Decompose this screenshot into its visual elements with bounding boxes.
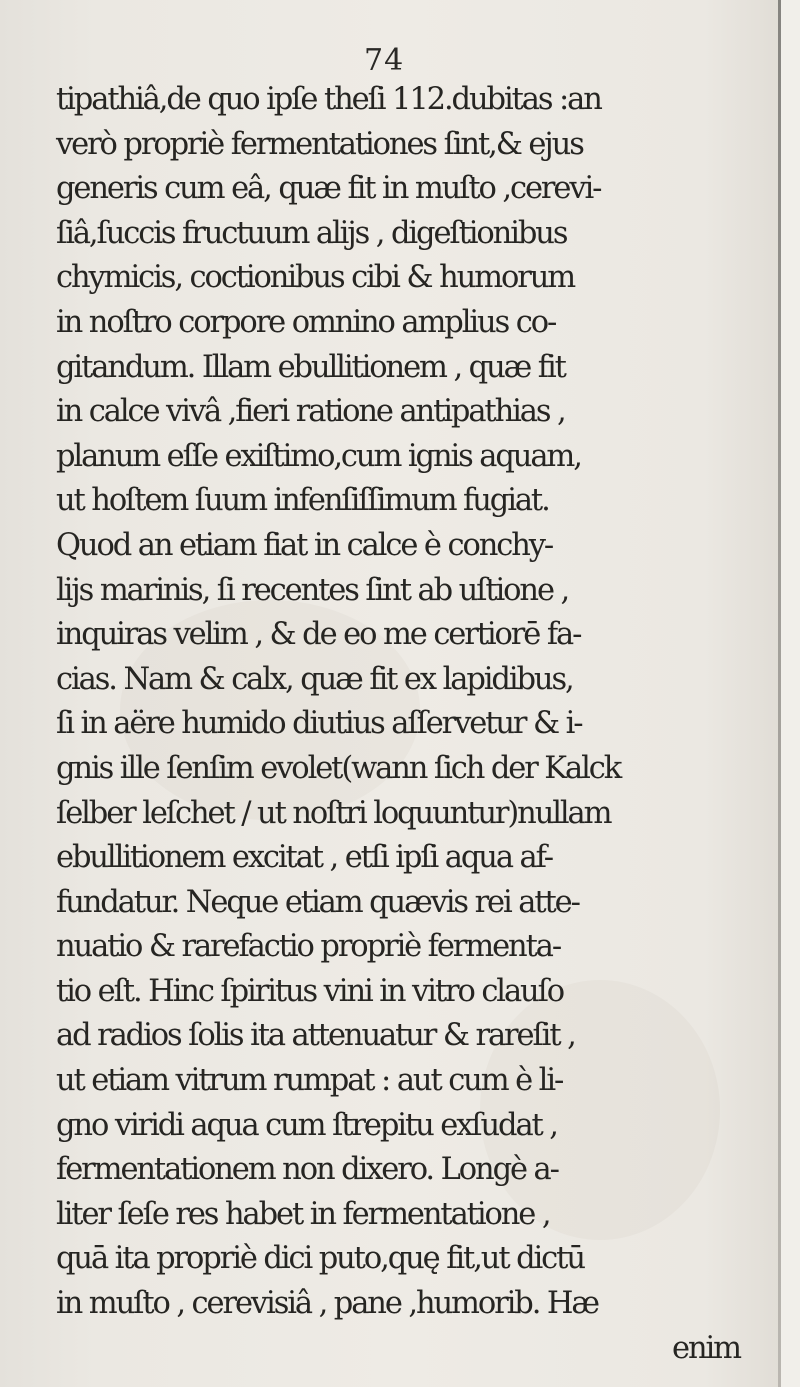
text-line: quā ita propriè dici puto,quę fit,ut dictū xyxy=(56,1241,584,1277)
facing-page-edge xyxy=(781,0,800,1387)
text-line: verò propriè fermentationes ſint,& ejus xyxy=(56,126,583,162)
text-line: tio eſt. Hinc ſpiritus vini in vitro clauſo xyxy=(56,973,564,1009)
text-line: generis cum eâ, quæ fit in muſto ,cerevi- xyxy=(56,171,601,207)
text-line: nuatio & rarefactio propriè fermenta- xyxy=(56,929,561,965)
text-line: chymicis, coctionibus cibi & humorum xyxy=(56,260,575,296)
text-line: gnis ille ſenſim evolet(wann ſich der Kalck xyxy=(56,750,621,786)
text-line: Quod an etiam fiat in calce è conchy- xyxy=(56,527,553,563)
text-line: ſelber leſchet / ut noſtri loquuntur)nullam xyxy=(56,795,611,831)
text-line: in muſto , cerevisiâ , pane ,humorib. Hæ xyxy=(56,1286,598,1322)
text-line: gitandum. Illam ebullitionem , quæ fit xyxy=(56,349,565,385)
text-line: ad radios ſolis ita attenuatur & rareſit , xyxy=(56,1018,575,1054)
text-line: gno viridi aqua cum ſtrepitu exſudat , xyxy=(56,1107,557,1143)
text-line: ut hoſtem ſuum infenſiſſimum fugiat. xyxy=(56,483,549,519)
text-line: in noſtro corpore omnino amplius co- xyxy=(56,304,556,340)
text-line: ebullitionem excitat , etſi ipſi aqua af- xyxy=(56,840,552,876)
text-line: liter ſeſe res habet in fermentatione , xyxy=(56,1196,550,1232)
text-line: ſi in aëre humido diutius aſſervetur & i- xyxy=(56,706,582,742)
text-line: fermentationem non dixero. Longè a- xyxy=(56,1152,558,1188)
text-line: ut etiam vitrum rumpat : aut cum è li- xyxy=(56,1063,563,1099)
text-line: tipathiâ,de quo ipſe theſi 112.dubitas :an xyxy=(56,82,601,117)
text-line: in calce vivâ ,fieri ratione antipathias , xyxy=(56,394,565,430)
text-line: lijs marinis, ſi recentes ſint ab uſtione , xyxy=(56,572,569,608)
text-line: fundatur. Neque etiam quævis rei atte- xyxy=(56,884,579,920)
text-line: planum eſſe exiſtimo,cum ignis aquam, xyxy=(56,438,581,474)
text-line: ſiâ,ſuccis fructuum alijs , digeſtionibus xyxy=(56,215,567,251)
text-line: inquiras velim , & de eo me certiorē fa- xyxy=(56,617,581,653)
catchword: enim xyxy=(672,1330,740,1366)
text-block xyxy=(56,78,776,1371)
text-line: cias. Nam & calx, quæ fit ex lapidibus, xyxy=(56,661,573,697)
page-number: 74 xyxy=(364,43,405,78)
